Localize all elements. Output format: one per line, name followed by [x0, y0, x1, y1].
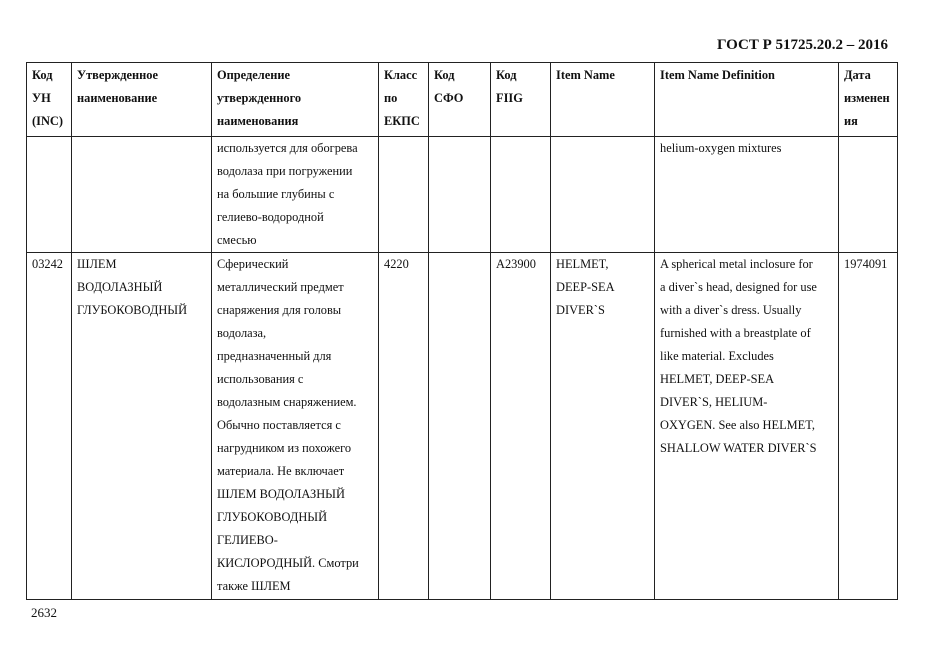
cell-inc — [27, 137, 72, 253]
header-sfo-code: Код СФО — [429, 63, 491, 137]
cell-definition-en: A spherical metal inclosure for a diver`s head, designed for use with a diver`s dress. Usually furnished with a breastplate of like material. Excludes HELMET, DEEP-SEA DIVER`S, HELIUM- OXYGEN. See also HELMET, SHALLOW WATER DIVER`S — [655, 253, 839, 600]
table-header-row — [27, 63, 898, 137]
cell-fiig: A23900 — [491, 253, 551, 600]
cell-fiig — [491, 137, 551, 253]
header-definition: Определение утвержденного наименования — [212, 63, 379, 137]
cell-approved-name — [72, 137, 212, 253]
header-inc-code: Код УН (INC) — [27, 63, 72, 137]
standard-title: ГОСТ Р 51725.20.2 – 2016 — [716, 37, 888, 53]
header-class-ekps: Класс по ЕКПС — [379, 63, 429, 137]
cell-class — [379, 137, 429, 253]
table-row — [27, 253, 898, 600]
header-change-date: Дата изменен ия — [839, 63, 898, 137]
cell-definition-ru: Сферический металлический предмет снаряжения для головы водолаза, предназначенный для использования с водолазным снаряжением. Обычно поставляется с нагрудником из похожего материала. Не включает ШЛЕМ ВОДОЛАЗНЫЙ ГЛУБОКОВОДНЫЙ ГЕЛИЕВО- КИСЛОРОДНЫЙ. Смотри также ШЛЕМ — [212, 253, 379, 600]
cell-approved-name: ШЛЕМ ВОДОЛАЗНЫЙ ГЛУБОКОВОДНЫЙ — [72, 253, 212, 600]
cell-item-name — [551, 137, 655, 253]
header-approved-name: Утвержденное наименование — [72, 63, 212, 137]
cell-date: 1974091 — [839, 253, 898, 600]
cell-sfo — [429, 137, 491, 253]
header-item-name-definition: Item Name Definition — [655, 63, 839, 137]
page-number: 2632 — [31, 605, 57, 620]
header-item-name: Item Name — [551, 63, 655, 137]
header-fiig-code: Код FIIG — [491, 63, 551, 137]
catalog-table — [26, 62, 898, 600]
cell-item-name: HELMET, DEEP-SEA DIVER`S — [551, 253, 655, 600]
cell-definition-en: helium-oxygen mixtures — [655, 137, 839, 253]
cell-class: 4220 — [379, 253, 429, 600]
cell-sfo — [429, 253, 491, 600]
table-row-continuation — [27, 137, 898, 253]
cell-definition-ru: используется для обогрева водолаза при погружении на большие глубины с гелиево-водородной смесью — [212, 137, 379, 253]
cell-inc: 03242 — [27, 253, 72, 600]
cell-date — [839, 137, 898, 253]
